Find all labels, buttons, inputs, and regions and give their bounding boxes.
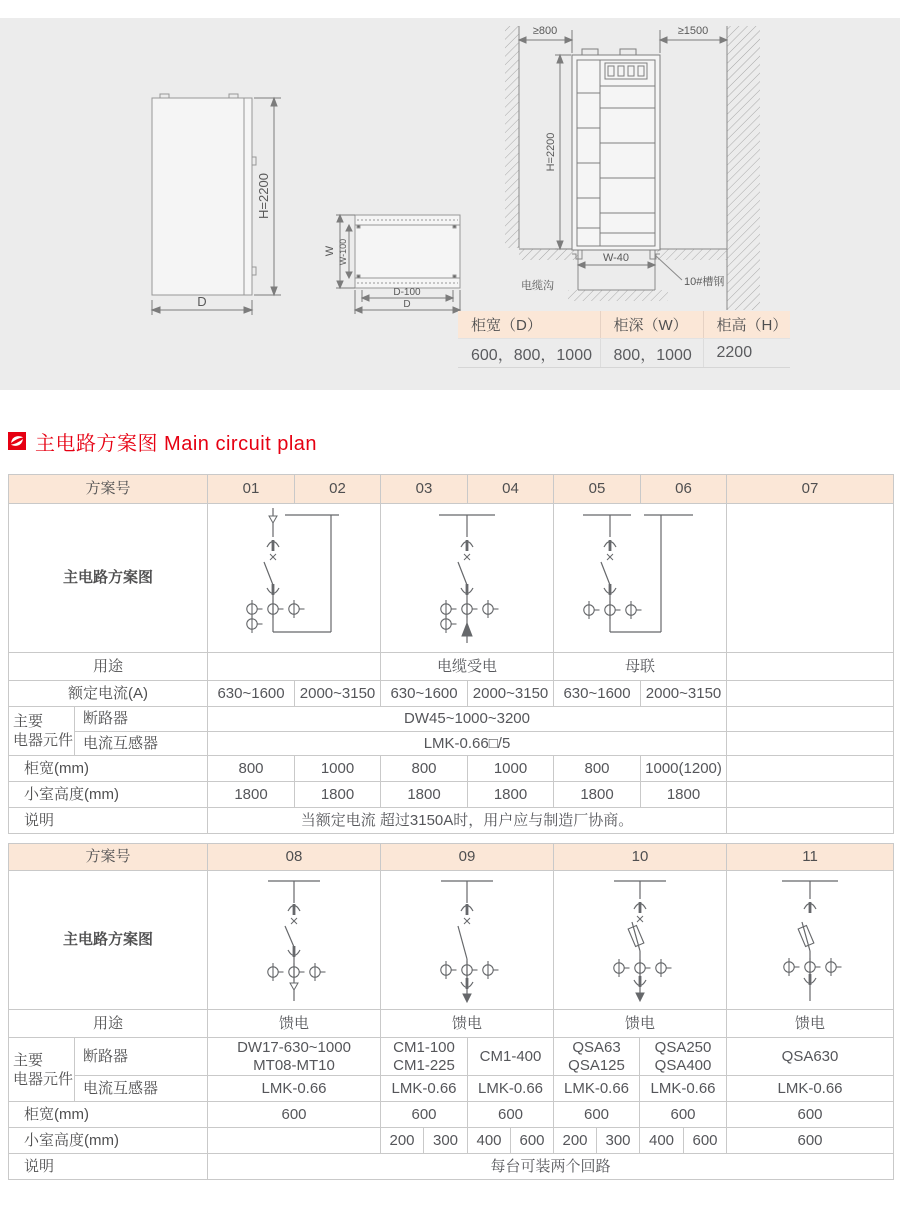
current-03: 630~1600 <box>381 681 468 707</box>
breaker-label: 断路器 <box>75 707 208 732</box>
topview-width-inner-label: W-100 <box>338 238 348 266</box>
diagram-cell-09 <box>381 871 554 1010</box>
breaker-10a: QSA63 QSA125 <box>554 1038 640 1076</box>
usage-label: 用途 <box>9 1010 208 1038</box>
height-value: 2200 <box>703 339 790 368</box>
breaker-value: DW45~1000~3200 <box>208 707 727 732</box>
diagram-cell-01-02 <box>208 504 381 653</box>
cell-height-08 <box>208 1128 381 1154</box>
width-07 <box>727 756 894 782</box>
cell-height-label: 小室高度(mm) <box>9 782 208 808</box>
installation-drawing <box>505 26 760 310</box>
top-view-drawing <box>355 215 460 288</box>
note-label: 说明 <box>9 808 208 834</box>
left-clearance-label: ≥800 <box>532 25 558 37</box>
base-width-label: W-40 <box>602 252 630 264</box>
usage-11: 馈电 <box>727 1010 894 1038</box>
cabinet-width-row <box>9 1102 894 1128</box>
cell-height-row <box>9 782 894 808</box>
side-view-drawing <box>152 94 256 295</box>
usage-row <box>9 653 894 681</box>
side-height-label: H=2200 <box>256 173 271 219</box>
ct-label: 电流互感器 <box>75 732 208 756</box>
circuit-diagram-11 <box>728 873 893 1007</box>
cell-height-10-4: 600 <box>684 1128 727 1154</box>
usage-label: 用途 <box>9 653 208 681</box>
circuit-diagram-10 <box>555 873 726 1007</box>
col-header-width: 柜宽（D） <box>458 311 600 339</box>
width-09b: 600 <box>468 1102 554 1128</box>
scheme-07: 07 <box>727 475 894 504</box>
note-row <box>9 808 894 834</box>
main-components-label: 主要 电器元件 <box>9 707 75 756</box>
ct-07 <box>727 732 894 756</box>
diagram-cell-05-06 <box>554 504 727 653</box>
cell-height-label: 小室高度(mm) <box>9 1128 208 1154</box>
main-circuit-table-01-07 <box>8 474 894 834</box>
topview-width-label: W <box>324 245 336 257</box>
scheme-08: 08 <box>208 844 381 871</box>
ct-11: LMK-0.66 <box>727 1076 894 1102</box>
note-text: 当额定电流 超过3150A时，用户应与制造厂协商。 <box>208 808 727 834</box>
scheme-01: 01 <box>208 475 295 504</box>
side-depth-label: D <box>197 294 207 309</box>
scheme-09: 09 <box>381 844 554 871</box>
height-07 <box>727 782 894 808</box>
width-06: 1000(1200) <box>641 756 727 782</box>
scheme-11: 11 <box>727 844 894 871</box>
rated-current-label: 额定电流(A) <box>9 681 208 707</box>
cell-height-row <box>9 1128 894 1154</box>
breaker-label: 断路器 <box>75 1038 208 1076</box>
breaker-row <box>9 707 894 732</box>
breaker-08: DW17-630~1000 MT08-MT10 <box>208 1038 381 1076</box>
scheme-header-row <box>9 475 894 504</box>
scheme-header-row <box>9 844 894 871</box>
scheme-05: 05 <box>554 475 641 504</box>
usage-05-06: 母联 <box>554 653 727 681</box>
usage-10: 馈电 <box>554 1010 727 1038</box>
width-08: 600 <box>208 1102 381 1128</box>
usage-08: 馈电 <box>208 1010 381 1038</box>
current-06: 2000~3150 <box>641 681 727 707</box>
col-header-depth: 柜深（W） <box>600 311 703 339</box>
cell-height-11: 600 <box>727 1128 894 1154</box>
width-03: 800 <box>381 756 468 782</box>
note-label: 说明 <box>9 1154 208 1180</box>
width-02: 1000 <box>295 756 381 782</box>
width-01: 800 <box>208 756 295 782</box>
scheme-02: 02 <box>295 475 381 504</box>
circuit-diagram-09 <box>382 873 553 1007</box>
note-row <box>9 1154 894 1180</box>
scheme-number-label: 方案号 <box>9 475 208 504</box>
width-11: 600 <box>727 1102 894 1128</box>
breaker-11: QSA630 <box>727 1038 894 1076</box>
scheme-number-label: 方案号 <box>9 844 208 871</box>
main-components-label: 主要 电器元件 <box>9 1038 75 1102</box>
technical-drawings-panel <box>0 18 900 390</box>
ct-10b: LMK-0.66 <box>640 1076 727 1102</box>
height-04: 1800 <box>468 782 554 808</box>
height-02: 1800 <box>295 782 381 808</box>
cell-height-10-2: 300 <box>597 1128 640 1154</box>
height-06: 1800 <box>641 782 727 808</box>
width-values: 600，800，1000 <box>458 339 600 368</box>
height-01: 1800 <box>208 782 295 808</box>
rated-current-row <box>9 681 894 707</box>
cable-trench-label: 电缆沟 <box>521 280 554 292</box>
cabinet-width-label: 柜宽(mm) <box>9 1102 208 1128</box>
cell-height-09-2: 300 <box>424 1128 468 1154</box>
breaker-09a: CM1-100 CM1-225 <box>381 1038 468 1076</box>
main-circuit-table-08-11 <box>8 843 894 1180</box>
current-02: 2000~3150 <box>295 681 381 707</box>
section-header <box>8 427 900 455</box>
ct-row <box>9 1076 894 1102</box>
diagram-cell-03-04 <box>381 504 554 653</box>
topview-depth-inner-label: D-100 <box>393 287 421 298</box>
ct-09b: LMK-0.66 <box>468 1076 554 1102</box>
breaker-10b: QSA250 QSA400 <box>640 1038 727 1076</box>
ct-09a: LMK-0.66 <box>381 1076 468 1102</box>
diagram-cell-10 <box>554 871 727 1010</box>
table-row <box>458 339 790 368</box>
circuit-diagram-01-02 <box>209 505 380 651</box>
ct-label: 电流互感器 <box>75 1076 208 1102</box>
section-icon <box>8 432 26 450</box>
cabinet-width-label: 柜宽(mm) <box>9 756 208 782</box>
current-07 <box>727 681 894 707</box>
usage-07 <box>727 653 894 681</box>
cell-height-09-4: 600 <box>511 1128 554 1154</box>
depth-values: 800，1000 <box>600 339 703 368</box>
cell-height-09-3: 400 <box>468 1128 511 1154</box>
right-clearance-label: ≥1500 <box>677 25 709 37</box>
usage-09: 馈电 <box>381 1010 554 1038</box>
scheme-03: 03 <box>381 475 468 504</box>
height-05: 1800 <box>554 782 641 808</box>
cell-height-09-1: 200 <box>381 1128 424 1154</box>
diagram-row <box>9 504 894 653</box>
diagram-cell-11 <box>727 871 894 1010</box>
circuit-diagram-03-04 <box>382 505 553 651</box>
circuit-diagram-08 <box>209 873 380 1007</box>
section-title: 主电路方案图 Main circuit plan <box>35 432 318 455</box>
breaker-09b: CM1-400 <box>468 1038 554 1076</box>
current-04: 2000~3150 <box>468 681 554 707</box>
usage-row <box>9 1010 894 1038</box>
cabinet-width-row <box>9 756 894 782</box>
col-header-height: 柜高（H） <box>703 311 790 339</box>
width-04: 1000 <box>468 756 554 782</box>
note-07 <box>727 808 894 834</box>
ct-row <box>9 732 894 756</box>
width-10b: 600 <box>640 1102 727 1128</box>
width-10a: 600 <box>554 1102 640 1128</box>
diagram-row <box>9 871 894 1010</box>
breaker-07 <box>727 707 894 732</box>
diagram-row-label: 主电路方案图 <box>9 871 208 1010</box>
height-03: 1800 <box>381 782 468 808</box>
current-05: 630~1600 <box>554 681 641 707</box>
circuit-diagram-05-06 <box>555 505 726 651</box>
width-09a: 600 <box>381 1102 468 1128</box>
scheme-06: 06 <box>641 475 727 504</box>
scheme-04: 04 <box>468 475 554 504</box>
channel-steel-label: 10#槽钢 <box>684 276 725 288</box>
diagram-cell-07 <box>727 504 894 653</box>
usage-01-02 <box>208 653 381 681</box>
cell-height-10-3: 400 <box>640 1128 684 1154</box>
usage-03-04: 电缆受电 <box>381 653 554 681</box>
ct-value: LMK-0.66□/5 <box>208 732 727 756</box>
ct-08: LMK-0.66 <box>208 1076 381 1102</box>
diagram-cell-08 <box>208 871 381 1010</box>
note-text: 每台可装两个回路 <box>208 1154 894 1180</box>
breaker-row <box>9 1038 894 1076</box>
diagram-row-label: 主电路方案图 <box>9 504 208 653</box>
topview-depth-label: D <box>403 299 411 310</box>
current-01: 630~1600 <box>208 681 295 707</box>
cell-height-10-1: 200 <box>554 1128 597 1154</box>
scheme-10: 10 <box>554 844 727 871</box>
table-header-row <box>458 311 790 339</box>
ct-10a: LMK-0.66 <box>554 1076 640 1102</box>
width-05: 800 <box>554 756 641 782</box>
cabinet-dimensions-table <box>458 311 790 368</box>
install-height-label: H=2200 <box>545 132 557 172</box>
